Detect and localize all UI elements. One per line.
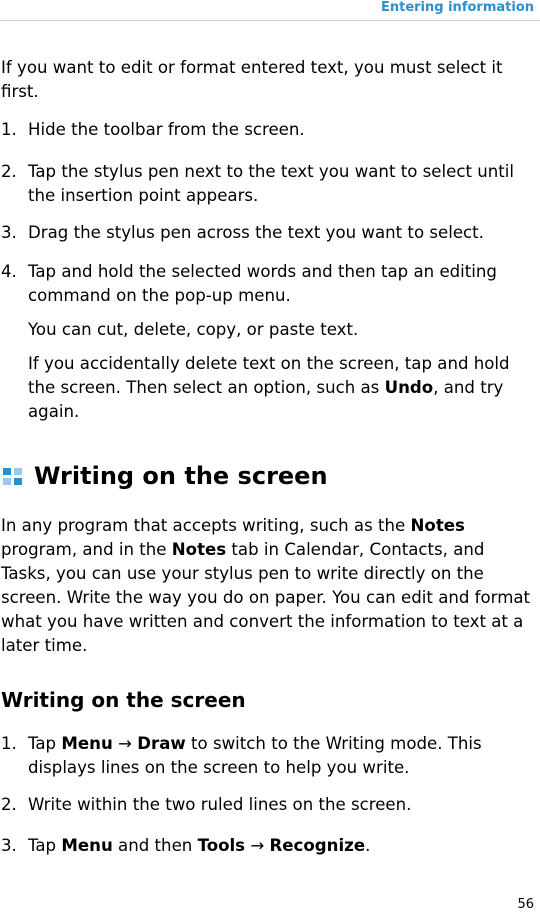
step-number: 1. [1, 120, 17, 139]
icon-square [3, 478, 11, 485]
section-heading: Writing on the screen [34, 462, 328, 490]
section-paragraph: In any program that accepts writing, such as the Notes program, and in the Notes tab in Calendar, Contacts, and Tasks, you can use your stylus pen to write directly on the screen. Write the way you do on paper. You can edit and format what you have written and convert the information to text at a later time. [1, 516, 531, 655]
step-text: Tap Menu and then Tools → Recognize. [28, 836, 371, 855]
step-number: 4. [1, 262, 17, 281]
icon-square [14, 478, 22, 485]
header-divider [0, 20, 540, 21]
icon-square [3, 468, 11, 475]
step-text: Write within the two ruled lines on the screen. [28, 795, 412, 814]
intro-paragraph: If you want to edit or format entered text, you must select it first. [1, 58, 503, 101]
step-note: If you accidentally delete text on the screen, tap and hold the screen. Then select an option, such as Undo, and try again. [28, 354, 510, 421]
step-note: You can cut, delete, copy, or paste text. [28, 320, 359, 339]
icon-square [14, 468, 22, 475]
step-number: 1. [1, 734, 17, 753]
step-text: Tap and hold the selected words and then tap an editing command on the pop-up menu. [28, 262, 497, 305]
step-text: Tap Menu → Draw to switch to the Writing mode. This displays lines on the screen to help you write. [28, 734, 482, 777]
step-number: 3. [1, 223, 17, 242]
step-number: 2. [1, 162, 17, 181]
section-squares-icon [3, 468, 23, 486]
step-text: Drag the stylus pen across the text you want to select. [28, 223, 484, 242]
step-text: Tap the stylus pen next to the text you want to select until the insertion point appears. [28, 162, 514, 205]
subheading: Writing on the screen [1, 688, 246, 712]
running-header: Entering information [380, 0, 534, 15]
step-text: Hide the toolbar from the screen. [28, 120, 305, 139]
step-number: 2. [1, 795, 17, 814]
page-number: 56 [517, 897, 534, 912]
step-number: 3. [1, 836, 17, 855]
